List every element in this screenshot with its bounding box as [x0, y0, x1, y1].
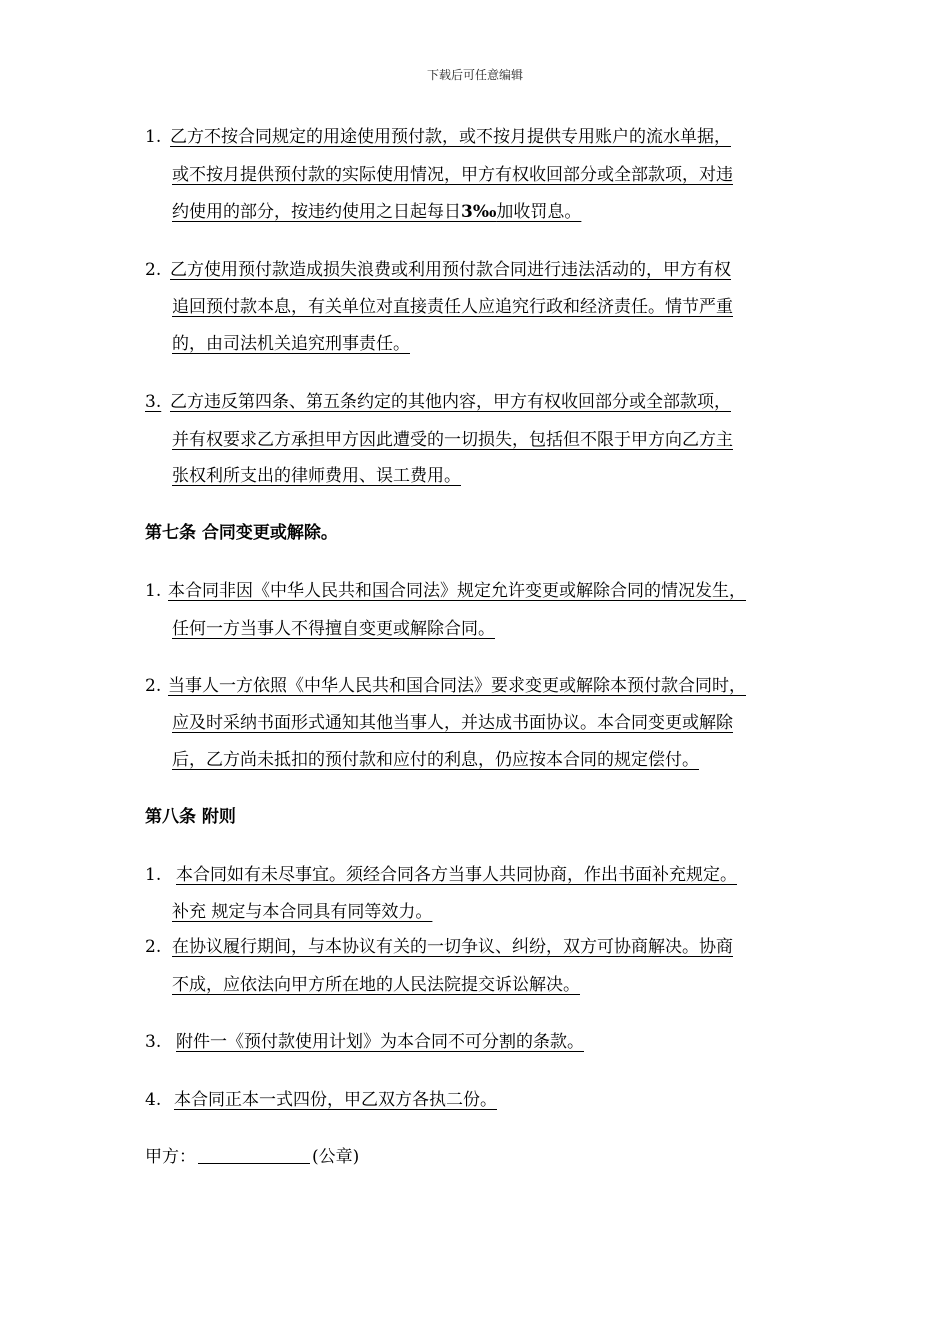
item-text-line: 约使用的部分，按违约使用之日起每日3‰加收罚息。: [172, 202, 582, 222]
page-header-note: 下载后可任意编辑: [426, 68, 523, 82]
item-text-line: 任何一方当事人不得擅自变更或解除合同。: [172, 619, 495, 639]
item-text-line: 张权利所支出的律师费用、误工费用。: [172, 466, 461, 486]
signature-label: 甲方：: [145, 1147, 196, 1167]
item-number: 4.: [145, 1090, 162, 1110]
signature-line: [145, 1147, 359, 1167]
item-number: 1.: [145, 865, 162, 885]
item-number: 3.: [145, 1032, 162, 1052]
item-number: 1.: [145, 127, 162, 147]
item-text-line: 乙方使用预付款造成损失浪费或利用预付款合同进行违法活动的，甲方有权: [170, 260, 731, 280]
item-text-line: 应及时采纳书面形式通知其他当事人，并达成书面协议。本合同变更或解除: [172, 713, 733, 733]
item-text-line: 补充 规定与本合同具有同等效力。: [172, 902, 433, 922]
article-7-title: 第七条 合同变更或解除。: [145, 523, 338, 543]
item-number: 2.: [145, 260, 162, 280]
item-text-line: 后，乙方尚未抵扣的预付款和应付的利息，仍应按本合同的规定偿付。: [172, 750, 699, 770]
seal-note: (公章): [312, 1147, 360, 1167]
signature-blank[interactable]: [198, 1147, 310, 1164]
article-8-title: 第八条 附则: [145, 807, 236, 827]
item-text-line: 本合同正本一式四份，甲乙双方各执二份。: [174, 1090, 497, 1110]
item-text-line: 附件一《预付款使用计划》为本合同不可分割的条款。: [176, 1032, 584, 1052]
item-number: 3.: [145, 392, 162, 412]
item-number: 1.: [145, 581, 162, 601]
item-text-line: 本合同如有未尽事宜。须经合同各方当事人共同协商，作出书面补充规定。: [176, 865, 737, 885]
item-text-line: 并有权要求乙方承担甲方因此遭受的一切损失，包括但不限于甲方向乙方主: [172, 430, 733, 450]
item-text-line: 在协议履行期间，与本协议有关的一切争议、纠纷，双方可协商解决。协商: [172, 937, 733, 957]
penalty-rate: 3‰: [461, 202, 497, 222]
item-text-line: 本合同非因《中华人民共和国合同法》规定允许变更或解除合同的情况发生，: [168, 581, 746, 601]
item-text-line: 乙方违反第四条、第五条约定的其他内容，甲方有权收回部分或全部款项，: [170, 392, 731, 412]
item-text-line: 当事人一方依照《中华人民共和国合同法》要求变更或解除本预付款合同时，: [168, 676, 746, 696]
item-number: 2.: [145, 937, 162, 957]
item-text-line: 的，由司法机关追究刑事责任。: [172, 334, 410, 354]
item-text-line: 或不按月提供预付款的实际使用情况，甲方有权收回部分或全部款项，对违: [172, 165, 733, 185]
item-text-line: 乙方不按合同规定的用途使用预付款，或不按月提供专用账户的流水单据，: [170, 127, 731, 147]
item-text-line: 追回预付款本息，有关单位对直接责任人应追究行政和经济责任。情节严重: [172, 297, 733, 317]
item-text-line: 不成，应依法向甲方所在地的人民法院提交诉讼解决。: [172, 975, 580, 995]
item-number: 2.: [145, 676, 162, 696]
